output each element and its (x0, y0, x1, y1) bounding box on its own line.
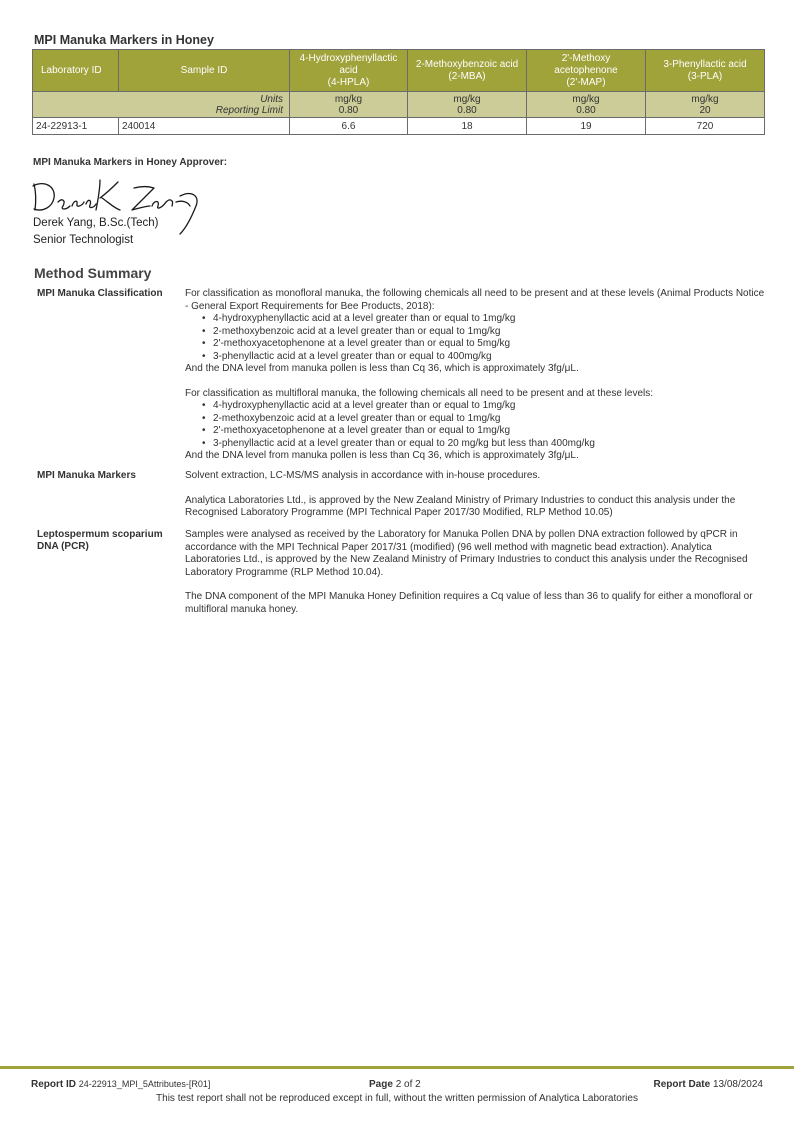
footer-report-date: Report Date 13/08/2024 (653, 1079, 763, 1090)
footer-divider (0, 1066, 794, 1069)
mono-dna: And the DNA level from manuka pollen is less than Cq 36, which is approximately 3fg/μL. (185, 363, 579, 374)
list-item: • 2'-methoxyacetophenone at a level greater than or equal to 1mg/kg (185, 425, 765, 438)
cell-mba: 18 (408, 118, 527, 135)
markers-text (185, 470, 765, 520)
multi-list (185, 400, 765, 450)
units-pla: mg/kg 20 (646, 92, 765, 118)
cell-hpla: 6.6 (290, 118, 408, 135)
section-title: MPI Manuka Markers in Honey (34, 33, 214, 47)
header-lab-id: Laboratory ID (33, 50, 119, 92)
units-labels: Units Reporting Limit (33, 92, 290, 118)
method-summary-title: Method Summary (34, 265, 152, 281)
classification-label: MPI Manuka Classification (37, 288, 163, 299)
mono-intro: For classification as monofloral manuka, the following chemicals all need to be present and at these levels (Animal Products Notice - General Export Requirements for Bee Products, 2018): (185, 288, 765, 312)
markers-paragraph-1: Solvent extraction, LC-MS/MS analysis in accordance with in-house procedures. (185, 470, 541, 481)
table-header-row (33, 50, 765, 92)
markers-label: MPI Manuka Markers (37, 470, 136, 481)
list-item: • 3-phenyllactic acid at a level greater than or equal to 20 mg/kg but less than 400mg/kg (185, 438, 765, 451)
multi-intro: For classification as multifloral manuka, the following chemicals all need to be present and at these levels: (185, 387, 654, 399)
cell-pla: 720 (646, 118, 765, 135)
signer-title: Senior Technologist (33, 234, 134, 246)
footer-report-id: Report ID 24-22913_MPI_5Attributes-[R01] (31, 1079, 211, 1090)
header-pla: 3-Phenyllactic acid (3-PLA) (646, 50, 765, 92)
units-mba: mg/kg 0.80 (408, 92, 527, 118)
list-item: • 2-methoxybenzoic acid at a level greater than or equal to 1mg/kg (185, 326, 765, 339)
header-hpla: 4-Hydroxyphenyllactic acid (4-HPLA) (290, 50, 408, 92)
footer-page: Page 2 of 2 (369, 1079, 421, 1090)
list-item: • 2-methoxybenzoic acid at a level greater than or equal to 1mg/kg (185, 413, 765, 426)
markers-table (32, 49, 765, 135)
classification-text (185, 288, 765, 463)
units-row (33, 92, 765, 118)
dna-paragraph-2: The DNA component of the MPI Manuka Honey Definition requires a Cq value of less than 36 to qualify for either a monofloral or multifloral manuka honey. (185, 591, 753, 615)
cell-lab-id: 24-22913-1 (33, 118, 119, 135)
dna-text (185, 529, 765, 616)
signer-name: Derek Yang, B.Sc.(Tech) (33, 217, 159, 229)
list-item: • 2'-methoxyacetophenone at a level greater than or equal to 5mg/kg (185, 338, 765, 351)
units-hpla: mg/kg 0.80 (290, 92, 408, 118)
units-map: mg/kg 0.80 (527, 92, 646, 118)
header-mba: 2-Methoxybenzoic acid (2-MBA) (408, 50, 527, 92)
dna-label: Leptospermum scoparium DNA (PCR) (37, 529, 163, 552)
dna-paragraph-1: Samples were analysed as received by the Laboratory for Manuka Pollen DNA by pollen DNA extraction followed by qPCR in accordance with the MPI Technical Paper 2017/31 (modified) (96 well method with magnetic bead extraction). Analytica Laboratories Ltd., is approved by the New Zealand Ministry of Primary Industries to conduct this analysis under the Recognised Laboratory Programme (RLP Method 10.04). (185, 529, 748, 578)
table-row (33, 118, 765, 135)
markers-paragraph-2: Analytica Laboratories Ltd., is approved by the New Zealand Ministry of Primary Industries to conduct this analysis under the Recognised Laboratory Programme (MPI Technical Paper 2017/30 Modified, RLP Method 10.05) (185, 494, 736, 518)
list-item: • 4-hydroxyphenyllactic acid at a level greater than or equal to 1mg/kg (185, 313, 765, 326)
multi-dna: And the DNA level from manuka pollen is less than Cq 36, which is approximately 3fg/μL. (185, 450, 579, 461)
header-sample-id: Sample ID (119, 50, 290, 92)
approver-heading: MPI Manuka Markers in Honey Approver: (33, 157, 228, 168)
list-item: • 4-hydroxyphenyllactic acid at a level greater than or equal to 1mg/kg (185, 400, 765, 413)
list-item: • 3-phenyllactic acid at a level greater than or equal to 400mg/kg (185, 351, 765, 364)
footer-disclaimer: This test report shall not be reproduced except in full, without the written permission of Analytica Laboratories (156, 1093, 638, 1104)
cell-map: 19 (527, 118, 646, 135)
cell-sample-id: 240014 (119, 118, 290, 135)
mono-list (185, 313, 765, 363)
header-map: 2'-Methoxy acetophenone (2'-MAP) (527, 50, 646, 92)
